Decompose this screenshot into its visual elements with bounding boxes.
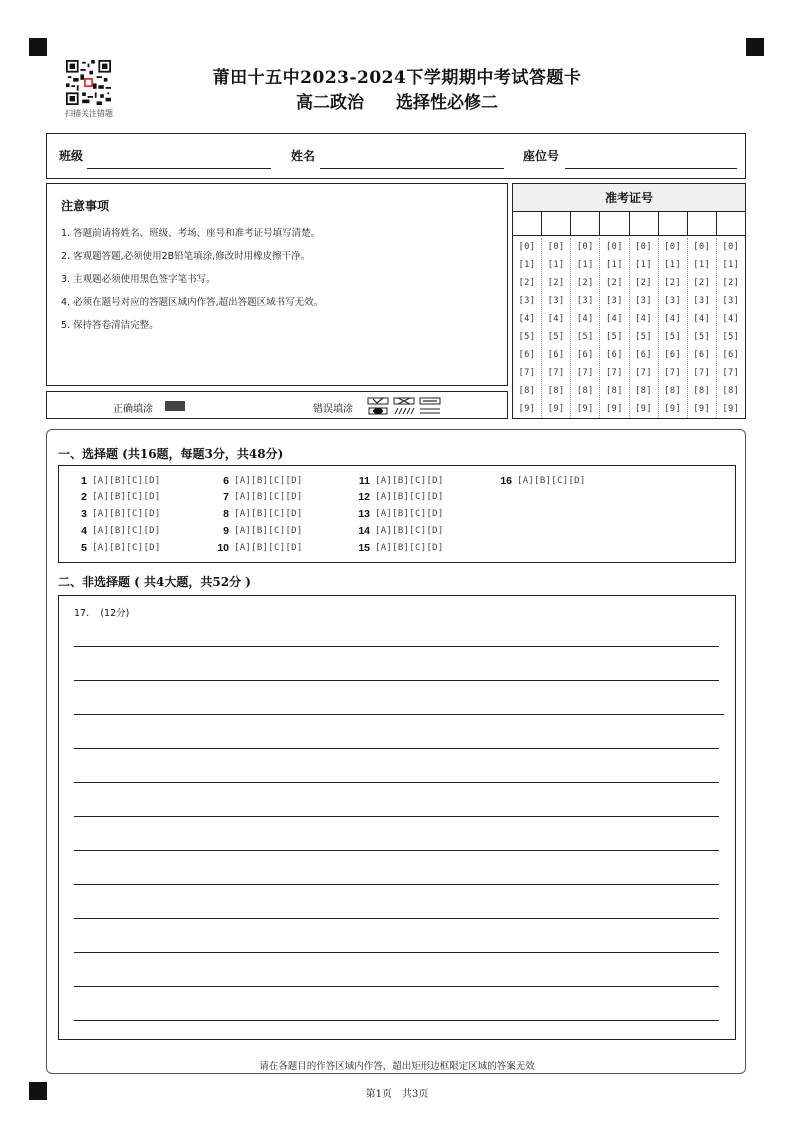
mc-option-bubbles[interactable]: [A][B][C][D] [92, 476, 161, 486]
fill-example-box [46, 391, 508, 419]
mc-question-12 [352, 489, 482, 505]
exam-id-digit-bubble[interactable]: [8] [693, 386, 711, 396]
exam-id-column [513, 238, 542, 418]
exam-id-digit-bubble[interactable]: [8] [722, 386, 740, 396]
exam-id-digit-bubble[interactable]: [2] [606, 278, 623, 288]
notes-box [46, 183, 508, 386]
note-item: 4. 必须在题号对应的答题区域内作答,超出答题区域书写无效。 [61, 297, 324, 308]
exam-id-digit-bubble[interactable]: [3] [518, 296, 536, 306]
mc-question-10 [211, 540, 341, 556]
exam-id-digit-bubble[interactable]: [8] [606, 386, 623, 396]
answer-writing-line[interactable] [74, 782, 719, 783]
answer-writing-line[interactable] [74, 918, 719, 919]
exam-id-digit-bubble[interactable]: [8] [664, 386, 682, 396]
exam-id-digit-bubble[interactable]: [0] [606, 242, 623, 252]
mc-option-bubbles[interactable]: [A][B][C][D] [92, 543, 161, 553]
exam-id-digit-bubble[interactable]: [0] [547, 242, 565, 252]
exam-id-digit-bubble[interactable]: [9] [635, 404, 652, 414]
question-17-label: 17． (12分) [74, 608, 130, 619]
exam-id-digit-bubble[interactable]: [9] [693, 404, 711, 414]
mc-question-11 [352, 473, 482, 489]
exam-id-digit-bubble[interactable]: [6] [576, 350, 594, 360]
exam-id-column [542, 238, 571, 418]
exam-id-digit-bubble[interactable]: [3] [722, 296, 740, 306]
exam-id-digit-bubble[interactable]: [8] [518, 386, 536, 396]
exam-id-digit-bubble[interactable]: [4] [606, 314, 623, 324]
mc-option-bubbles[interactable]: [A][B][C][D] [375, 492, 444, 502]
answer-writing-line[interactable] [74, 1020, 719, 1021]
exam-id-digit-bubble[interactable]: [9] [606, 404, 623, 414]
exam-id-column [630, 238, 659, 418]
exam-id-digit-bubble[interactable]: [0] [664, 242, 682, 252]
exam-id-title: 准考证号 [513, 184, 745, 212]
mc-question-8 [211, 506, 341, 522]
mc-question-number: 6 [223, 475, 229, 487]
mc-question-6 [211, 473, 341, 489]
exam-id-digit-bubble[interactable]: [3] [606, 296, 623, 306]
exam-id-digit-bubble[interactable]: [9] [722, 404, 740, 414]
seat-field[interactable] [565, 168, 737, 169]
exam-id-digit-bubble[interactable]: [5] [693, 332, 711, 342]
exam-id-digit-bubble[interactable]: [7] [635, 368, 652, 378]
answer-writing-line[interactable] [74, 952, 719, 953]
exam-id-digit-bubble[interactable]: [1] [576, 260, 594, 270]
exam-id-digit-bubble[interactable]: [3] [576, 296, 594, 306]
mc-question-4 [69, 523, 199, 539]
exam-id-digit-bubble[interactable]: [1] [722, 260, 740, 270]
multiple-choice-box [58, 465, 736, 563]
exam-id-digit-bubble[interactable]: [2] [547, 278, 565, 288]
wrong-fill-tick-icon [367, 396, 389, 416]
exam-id-digit-bubble[interactable]: [1] [635, 260, 652, 270]
exam-id-digit-bubble[interactable]: [2] [722, 278, 740, 288]
course-label: 选择性必修二 [396, 93, 498, 113]
exam-id-digit-bubble[interactable]: [1] [518, 260, 536, 270]
exam-id-column [571, 238, 600, 418]
notes-title: 注意事项 [61, 199, 110, 213]
exam-id-digit-bubble[interactable]: [7] [664, 368, 682, 378]
exam-id-write-cells[interactable] [513, 212, 745, 236]
sheet-title: 莆田十五中2023-2024下学期期中考试答题卡 [212, 68, 582, 88]
mc-option-bubbles[interactable]: [A][B][C][D] [234, 509, 303, 519]
mc-question-number: 1 [81, 475, 87, 487]
exam-id-digit-bubble[interactable]: [7] [693, 368, 711, 378]
exam-id-digit-bubble[interactable]: [4] [518, 314, 536, 324]
note-item: 2. 客观题答题,必须使用2B铅笔填涂,修改时用橡皮擦干净。 [61, 251, 311, 262]
subject-label: 高二政治 [296, 93, 364, 113]
exam-id-column [717, 238, 745, 418]
answer-writing-line[interactable] [74, 816, 719, 817]
mc-option-bubbles[interactable]: [A][B][C][D] [234, 492, 303, 502]
exam-id-digit-bubble[interactable]: [2] [693, 278, 711, 288]
name-label: 姓名 [291, 149, 316, 163]
exam-id-digit-bubble[interactable]: [2] [664, 278, 682, 288]
mc-option-bubbles[interactable]: [A][B][C][D] [92, 526, 161, 536]
exam-id-digit-bubble[interactable]: [4] [576, 314, 594, 324]
name-field[interactable] [320, 168, 504, 169]
short-answer-box [58, 595, 736, 1040]
exam-id-digit-bubble[interactable]: [1] [664, 260, 682, 270]
mc-option-bubbles[interactable]: [A][B][C][D] [375, 509, 444, 519]
answer-writing-line[interactable] [74, 748, 719, 749]
exam-id-digit-bubble[interactable]: [9] [547, 404, 565, 414]
exam-id-digit-bubble[interactable]: [4] [664, 314, 682, 324]
exam-id-column [688, 238, 717, 418]
exam-id-digit-bubble[interactable]: [7] [576, 368, 594, 378]
correct-fill-swatch [165, 401, 185, 411]
mc-question-number: 2 [81, 491, 87, 503]
exam-id-digit-bubble[interactable]: [5] [547, 332, 565, 342]
exam-id-digit-bubble[interactable]: [5] [606, 332, 623, 342]
mc-option-bubbles[interactable]: [A][B][C][D] [234, 543, 303, 553]
answer-writing-line[interactable] [74, 680, 719, 681]
exam-id-digit-bubble[interactable]: [0] [576, 242, 594, 252]
answer-writing-line[interactable] [74, 986, 719, 987]
exam-id-digit-bubble[interactable]: [6] [693, 350, 711, 360]
exam-id-digit-bubble[interactable]: [7] [547, 368, 565, 378]
mc-option-bubbles[interactable]: [A][B][C][D] [375, 526, 444, 536]
page-number: 第1页 共3页 [365, 1089, 429, 1100]
exam-id-digit-bubble[interactable]: [1] [693, 260, 711, 270]
exam-id-digit-bubble[interactable]: [0] [693, 242, 711, 252]
note-item: 3. 主观题必须使用黑色签字笔书写。 [61, 274, 216, 285]
answer-writing-line[interactable] [74, 884, 719, 885]
mc-question-15 [352, 540, 482, 556]
exam-id-digit-bubble[interactable]: [8] [547, 386, 565, 396]
mc-question-2 [69, 489, 199, 505]
exam-id-digit-bubble[interactable]: [9] [664, 404, 682, 414]
exam-id-digit-bubble[interactable]: [6] [518, 350, 536, 360]
exam-id-column [600, 238, 629, 418]
mc-question-number: 16 [500, 475, 512, 487]
class-label: 班级 [59, 149, 84, 163]
mc-question-number: 3 [81, 508, 87, 520]
exam-id-digit-bubble[interactable]: [8] [635, 386, 652, 396]
exam-id-digit-bubble[interactable]: [7] [606, 368, 623, 378]
exam-id-column [659, 238, 688, 418]
exam-id-digit-bubble[interactable]: [6] [664, 350, 682, 360]
exam-id-digit-bubble[interactable]: [7] [518, 368, 536, 378]
mc-option-bubbles[interactable]: [A][B][C][D] [92, 509, 161, 519]
mc-question-number: 5 [81, 542, 87, 554]
mc-option-bubbles[interactable]: [A][B][C][D] [375, 476, 444, 486]
note-item: 5. 保持答卷清洁完整。 [61, 320, 159, 331]
mc-question-number: 14 [358, 525, 370, 537]
wrong-fill-dash-icon [419, 396, 441, 416]
exam-id-digit-bubble[interactable]: [4] [722, 314, 740, 324]
exam-id-digit-bubble[interactable]: [3] [547, 296, 565, 306]
exam-id-digit-bubble[interactable]: [4] [635, 314, 652, 324]
mc-question-number: 12 [358, 491, 370, 503]
mc-question-number: 13 [358, 508, 370, 520]
exam-id-digit-bubble[interactable]: [0] [635, 242, 652, 252]
sheet-subtitle [0, 88, 794, 113]
mc-question-3 [69, 506, 199, 522]
exam-id-digit-bubble[interactable]: [9] [518, 404, 536, 414]
mc-question-number: 8 [223, 508, 229, 520]
exam-id-digit-bubble[interactable]: [7] [722, 368, 740, 378]
exam-id-digit-bubble[interactable]: [6] [606, 350, 623, 360]
exam-id-digit-bubble[interactable]: [5] [635, 332, 652, 342]
mc-question-9 [211, 523, 341, 539]
note-item: 1. 答题前请将姓名、班级、考场、座号和准考证号填写清楚。 [61, 228, 321, 239]
mc-question-1 [69, 473, 199, 489]
answer-writing-line[interactable] [74, 850, 719, 851]
exam-id-digit-bubble[interactable]: [6] [635, 350, 652, 360]
notes-list [61, 222, 323, 337]
exam-id-digit-bubble[interactable]: [1] [606, 260, 623, 270]
wrong-fill-cross-icon [393, 396, 415, 416]
qr-caption: 扫描关注错题 [65, 109, 113, 118]
corner-mark-top-left [29, 38, 47, 56]
mc-question-5 [69, 540, 199, 556]
exam-id-digit-bubble[interactable]: [1] [547, 260, 565, 270]
exam-id-digit-bubble[interactable]: [3] [635, 296, 652, 306]
mc-question-number: 10 [217, 542, 229, 554]
answer-writing-line[interactable] [74, 646, 719, 647]
exam-id-digit-bubble[interactable]: [8] [576, 386, 594, 396]
mc-option-bubbles[interactable]: [A][B][C][D] [234, 526, 303, 536]
exam-id-digit-bubble[interactable]: [5] [722, 332, 740, 342]
mc-question-number: 7 [223, 491, 229, 503]
exam-id-digit-bubble[interactable]: [4] [693, 314, 711, 324]
exam-id-digit-bubble[interactable]: [5] [576, 332, 594, 342]
mc-option-bubbles[interactable]: [A][B][C][D] [375, 543, 444, 553]
mc-option-bubbles[interactable]: [A][B][C][D] [234, 476, 303, 486]
student-info-row [46, 133, 746, 179]
mc-option-bubbles[interactable]: [A][B][C][D] [92, 492, 161, 502]
exam-id-digit-bubble[interactable]: [2] [635, 278, 652, 288]
mc-question-7 [211, 489, 341, 505]
exam-id-digit-bubble[interactable]: [5] [664, 332, 682, 342]
mc-question-number: 9 [223, 525, 229, 537]
section1-title: 一、选择题 (共16题，每题3分，共48分) [58, 447, 284, 461]
mc-question-16 [494, 473, 624, 489]
footer-note: 请在各题目的作答区域内作答，超出矩形边框限定区域的答案无效 [259, 1061, 535, 1072]
exam-id-digit-bubble[interactable]: [0] [518, 242, 536, 252]
exam-id-digit-bubble[interactable]: [3] [664, 296, 682, 306]
correct-fill-label: 正确填涂 [113, 404, 153, 415]
exam-id-digit-bubble[interactable]: [0] [722, 242, 740, 252]
mc-question-13 [352, 506, 482, 522]
section2-title: 二、非选择题 ( 共4大题，共52分 ) [58, 575, 251, 589]
exam-id-digit-bubble[interactable]: [3] [693, 296, 711, 306]
seat-label: 座位号 [523, 149, 560, 163]
exam-id-digit-bubble[interactable]: [2] [576, 278, 594, 288]
mc-question-number: 15 [358, 542, 370, 554]
exam-id-digit-bubble[interactable]: [6] [547, 350, 565, 360]
mc-option-bubbles[interactable]: [A][B][C][D] [517, 476, 586, 486]
exam-id-bubble-grid [513, 238, 745, 418]
exam-id-digit-bubble[interactable]: [2] [518, 278, 536, 288]
exam-id-digit-bubble[interactable]: [9] [576, 404, 594, 414]
answer-writing-line[interactable] [74, 714, 724, 715]
exam-id-digit-bubble[interactable]: [6] [722, 350, 740, 360]
exam-id-box [512, 183, 746, 419]
mc-question-14 [352, 523, 482, 539]
exam-id-digit-bubble[interactable]: [5] [518, 332, 536, 342]
wrong-fill-label: 错误填涂 [313, 404, 353, 415]
mc-question-number: 4 [81, 525, 87, 537]
class-field[interactable] [87, 168, 271, 169]
mc-question-number: 11 [358, 475, 370, 487]
exam-id-digit-bubble[interactable]: [4] [547, 314, 565, 324]
corner-mark-top-right [746, 38, 764, 56]
